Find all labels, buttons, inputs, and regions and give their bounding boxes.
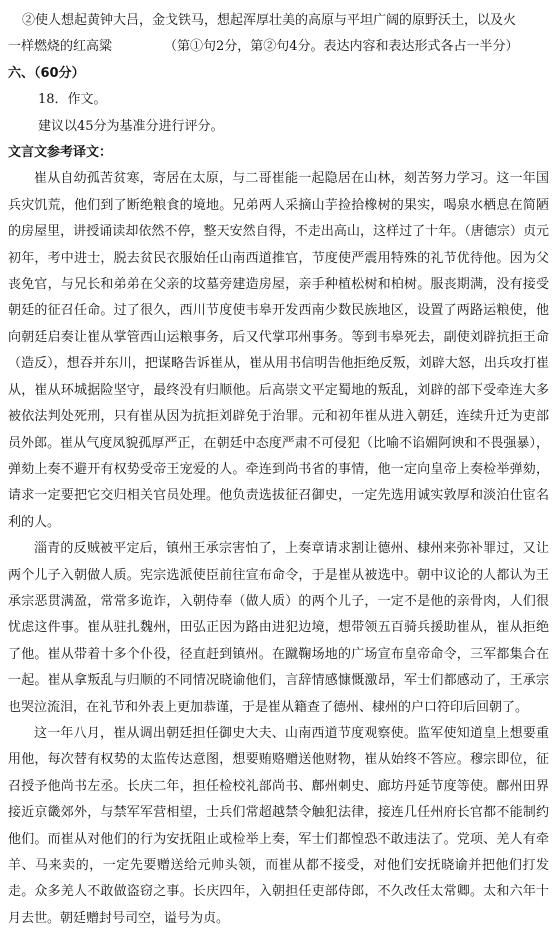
translation-paragraph-3: 这一年八月，崔从调出朝廷担任御史大夫、山南西道节度观察使。监军使知道皇上想要重用他，每次替有权势的太监传达意图，想要贿赂赠送他财物，崔从始终不答应。穆宗即位，征召授予他尚书左丞。长庆二年，担任检校礼部尚书、鄜州刺史、廊坊丹延节度等使。鄜州田界接近京畿郊外，与禁军军营相望，士兵们常超越禁令触犯法律，接连几任州府长官都不能制约他们。而崔从对他们的行为安抚阻止或检举上奏，军士们都惶恐不敢违法了。党项、羌人有牵羊、马来卖的，一定先要赠送给元帅头领，而崔从都不接受，对他们安抚晓谕并把他们打发走。众多羌人不敢做盗窃之事。长庆四年，入朝担任吏部侍郎，不久改任太常卿。太和六年十月去世。朝廷赠封号司空，谥号为贞。 (8, 725, 549, 926)
question-18: 18．作文。 (38, 92, 107, 108)
translation-heading: 文言文参考译文： (8, 145, 113, 161)
translation-body (8, 166, 549, 932)
section-six-heading: 六、（60分） (8, 65, 85, 81)
answer-line-2 (8, 34, 549, 60)
scoring-note: （第①句2分，第②句4分。表达内容和表达形式各占一半分） (164, 39, 519, 55)
answer-line-2-text: 一样燃烧的红高粱 (8, 39, 113, 55)
translation-paragraph-2: 淄青的反贼被平定后，镇州王承宗害怕了，上奏章请求割让德州、棣州来弥补罪过，又让两个儿子入朝做人质。宪宗选派使臣前往宣布命令，于是崔从被选中。朝中议论的人都认为王承宗恶贯满盈，常常多诡诈，入朝侍奉（做人质）的两个儿子，一定不是他的亲骨肉，人们很忧虑这件事。崔从驻扎魏州，田弘正因为路由进犯边境，想带领五百骑兵援助崔从，崔从拒绝了他。崔从带着十多个仆役，径直赶到镇州。在蹴鞠场地的广场宣布皇帝命令，三军都集合在一起。崔从拿叛乱与归顺的不同情况晓谕他们，言辞情感慷慨激昂，军士们都感动了，王承宗也哭泣流泪，在礼节和外表上更加恭谨，于是崔从籍查了德州、棣州的户口符印后回朝了。 (8, 541, 549, 715)
answer-line-1: ②使人想起黄钟大吕，金戈铁马，想起浑厚壮美的高原与平坦广阔的原野沃土，以及火 (22, 13, 517, 28)
translation-paragraph-1: 崔从自幼孤苦贫寒，寄居在太原，与二哥崔能一起隐居在山林，刻苦努力学习。这一年国兵灾饥荒，他们到了断绝粮食的境地。兄弟两人采摘山芋捡拾橡树的果实，喝泉水栖息在简陋的房屋里，讲授诵读却依然不停，整天安然自得，不走出高山，这样过了十年。（唐德宗）贞元初年，考中进士，脱去贫民衣服始任山南西道推官，节度使严震用特殊的礼节优待他。因为父丧免官，与兄长和弟弟在父亲的坟墓旁建造房屋，亲手种植松树和柏树。服丧期满，没有接受朝廷的征召任命。过了很久，西川节度使韦皋开发西南少数民族地区，设置了两路运粮使，他向朝廷启奏让崔从掌管西山运粮事务，后又代掌邛州事务。等到韦皋死去，副使刘辟抗拒王命（造反），想吞并东川，把谋略告诉崔从，崔从用书信明告他拒绝反叛，刘辟大怒，出兵攻打崔从，崔从环城据险坚守，最终没有归顺他。后高崇文平定蜀地的叛乱，刘辟的部下受牵连大多被依法判处死刑，只有崔从因为抗拒刘辟免于治罪。元和初年崔从进入朝廷，连续升迁为吏部员外郎。崔从气度凤貌孤厚严正，在朝廷中态度严肃不可侵犯（比喻不谄媚阿谀和不畏强暴），弹劾上奏不避开有权势受帝王宠爱的人。牵连到尚书省的事情，他一定向皇帝上奏检举弹劾，请求一定要把它交归相关官员处理。他负责选拔征召御史，一定先选用诚实敦厚和淡泊仕宦名利的人。 (8, 171, 549, 530)
grading-guidance: 建议以45分为基准分进行评分。 (38, 118, 224, 134)
